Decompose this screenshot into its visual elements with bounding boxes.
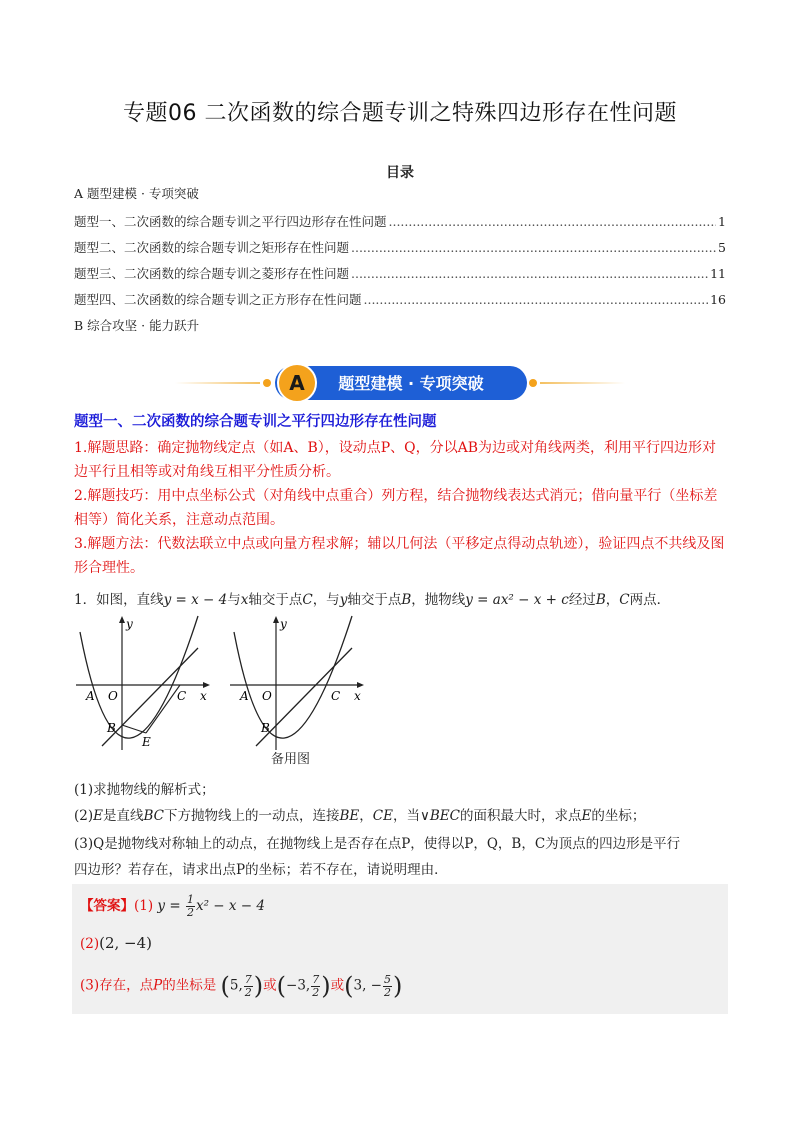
question-1: (1)求抛物线的解析式； [74,782,215,798]
toc-entry-1[interactable]: 题型一、二次函数的综合题专训之平行四边形存在性问题 ..... 1 [74,214,726,230]
svg-text:A: A [86,689,95,703]
banner-letter: A [289,371,305,395]
svg-text:y: y [280,617,287,631]
svg-text:x: x [354,689,361,703]
svg-text:C: C [331,689,341,703]
figure-main [74,612,214,752]
question-3-line-2: 四边形？若存在，请求出点P的坐标；若不存在，请说明理由． [74,862,448,878]
tip-3: 3.解题方法：代数法联立中点或向量方程求解；辅以几何法（平移定点得动点轨迹），验证四点不共线及图形合理性。 [74,536,725,576]
toc-entry-3[interactable]: 题型三、二次函数的综合题专训之菱形存在性问题 ..... 11 [74,266,726,282]
svg-text:x: x [200,689,207,703]
svg-text:E: E [142,735,151,749]
toc-section-b[interactable]: B 综合攻坚 · 能力跃升 [74,318,200,333]
answer-box [72,884,728,1014]
svg-text:O: O [108,689,118,703]
section-banner [175,362,625,404]
tip-1: 1.解题思路：确定抛物线定点（如A、B），设动点P、Q，分以AB为边或对角线两类，利用平行四边形对边平行且相等或对角线互相平分性质分析。 [74,440,717,480]
svg-text:B: B [261,721,270,735]
figure-spare [228,612,368,752]
svg-text:A: A [240,689,249,703]
toc-section-a[interactable]: A 题型建模 · 专项突破 [74,186,199,201]
section-heading: 题型一、二次函数的综合题专训之平行四边形存在性问题 [74,414,437,430]
figure-caption: 备用图 [271,752,311,767]
svg-text:O: O [262,689,272,703]
svg-text:B: B [107,721,116,735]
answer-1: 【答案】(1) y = $\frac{1}{2}$ x² − x − 4 [80,893,265,919]
svg-text:y: y [126,617,133,631]
answer-3: (3)存在，点P的坐标是 (5, $\frac{7}{2}$ )或(−3, $\frac{7}{2}$ )或(3, − $\frac{5}{2}$ ) [80,972,403,1000]
question-2: (2)E是直线BC下方抛物线上的一动点，连接BE，CE，当∨BEC的面积最大时，求点E的坐标； [74,808,646,824]
banner-text: 题型建模 · 专项突破 [338,374,484,393]
toc-entry-4[interactable]: 题型四、二次函数的综合题专训之正方形存在性问题 ..... 16 [74,292,726,308]
document-title: 专题06 二次函数的综合题专训之特殊四边形存在性问题 [123,101,677,126]
answer-2: (2)(2, −4) [80,934,153,952]
problem-stem: 1．如图，直线y = x − 4与x轴交于点C，与y轴交于点B，抛物线y = ax² − x + c经过B，C两点． [74,592,671,608]
svg-text:C: C [177,689,187,703]
question-3-line-1: (3)Q是抛物线对称轴上的动点，在抛物线上是否存在点P，使得以P，Q，B，C为顶点的四边形是平行 [74,836,681,852]
toc-title: 目录 [386,165,414,181]
tip-2: 2.解题技巧：用中点坐标公式（对角线中点重合）列方程，结合抛物线表达式消元；借向量平行（坐标差相等）简化关系，注意动点范围。 [74,488,718,528]
toc-entry-2[interactable]: 题型二、二次函数的综合题专训之矩形存在性问题 ..... 5 [74,240,726,256]
